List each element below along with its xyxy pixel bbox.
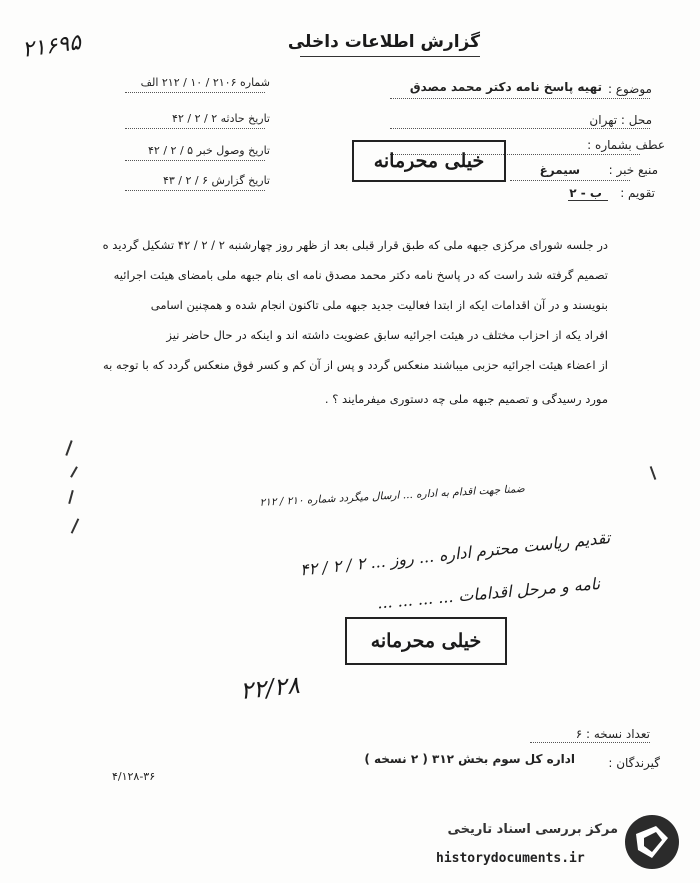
ink-mark xyxy=(70,466,78,477)
rule xyxy=(125,160,265,161)
source-label: منبع خبر : xyxy=(608,163,658,177)
rule xyxy=(125,128,265,129)
stamp-text: خیلی محرمانه xyxy=(370,630,482,652)
ink-mark xyxy=(71,518,80,533)
watermark-title: مرکز بررسی اسناد تاریخی xyxy=(447,822,618,837)
recipients-label: گیرندگان : xyxy=(608,756,660,770)
classification-stamp xyxy=(352,140,506,182)
document-number: شماره ۲۱۰۶ / ۱۰ / ۲۱۲ الف xyxy=(140,76,270,89)
source-value: سیمرغ xyxy=(539,163,580,177)
handwritten-note-small: ضمنا جهت اقدام به اداره ... ارسال میگردد شماره ۲۱۰ / ۲۱۲ xyxy=(259,482,526,509)
reference-number: ۴/۱۲۸-۳۶ xyxy=(112,770,156,783)
stamp-text: خیلی محرمانه xyxy=(373,150,485,172)
receipt-date: تاریخ وصول خبر ۵ / ۲ / ۴۲ xyxy=(148,144,270,157)
evaluation-value: ب - ۲ xyxy=(569,186,602,200)
body-line: مورد رسیدگی و تصمیم جبهه ملی چه دستوری میفرمایند ؟ . xyxy=(324,392,608,406)
rule xyxy=(125,92,265,93)
title-underline xyxy=(300,56,480,57)
handwritten-note-line: تقدیم ریاست محترم اداره ... روز ... ۲ / ۲ / ۴۲ xyxy=(299,528,611,580)
attachment-label: عطف بشماره : xyxy=(587,138,665,152)
body-line: تصمیم گرفته شد راست که در پاسخ نامه دکتر محمد مصدق نامه ای بنام جبهه ملی بامضای هیئت اجرائیه xyxy=(113,268,608,282)
body-line: بنویسند و در آن اقدامات ایکه از ابتدا فعالیت جدید جبهه ملی تاکنون انجام شده و همچنین اسامی xyxy=(150,298,608,312)
body-line: در جلسه شورای مرکزی جبهه ملی که طبق قرار قبلی بعد از ظهر روز چهارشنبه ۲ / ۲ / ۴۲ تشکیل گردید ه xyxy=(102,238,608,252)
recipients-value: اداره کل سوم بخش ۳۱۲ ( ۲ نسخه ) xyxy=(364,752,575,766)
place-label: محل : تهران xyxy=(589,113,652,127)
watermark-url: historydocuments.ir xyxy=(436,851,585,866)
rule xyxy=(390,98,650,99)
rule xyxy=(510,180,630,181)
body-line: از اعضاء هیئت اجرائیه حزبی میباشند منعکس گردد و پس از آن کم و کسر فوق منعکس گردد که با توجه به xyxy=(103,358,608,372)
report-date: تاریخ گزارش ۶ / ۲ / ۴۳ xyxy=(162,174,270,187)
rule xyxy=(390,128,650,129)
body-line: افراد یکه از احزاب مختلف در هیئت اجرائیه سابق عضویت داشته اند و اینکه در حال حاضر نیز xyxy=(166,328,608,342)
rule xyxy=(125,190,265,191)
corner-handwritten-number: ۲۱۶۹۵ xyxy=(20,30,83,63)
rule xyxy=(530,742,650,743)
handwritten-number: ۲۲/۲۸ xyxy=(238,670,301,706)
handwritten-note-line: نامه و مرحل اقدامات ... ... ... ... xyxy=(376,574,601,613)
classification-stamp xyxy=(345,617,507,665)
copies-count: تعداد نسخه : ۶ xyxy=(575,727,650,741)
page-title: گزارش اطلاعات داخلی xyxy=(287,32,480,52)
event-date: تاریخ حادثه ۲ / ۲ / ۴۲ xyxy=(172,112,270,125)
ink-mark xyxy=(650,466,657,480)
archive-logo-icon xyxy=(622,812,682,872)
rule xyxy=(568,200,608,201)
evaluation-label: تقویم : xyxy=(620,186,655,200)
ink-mark xyxy=(68,490,74,504)
subject-value: تهیه پاسخ نامه دکتر محمد مصدق xyxy=(409,80,602,94)
ink-mark xyxy=(65,440,72,456)
subject-label: موضوع : xyxy=(607,82,652,96)
